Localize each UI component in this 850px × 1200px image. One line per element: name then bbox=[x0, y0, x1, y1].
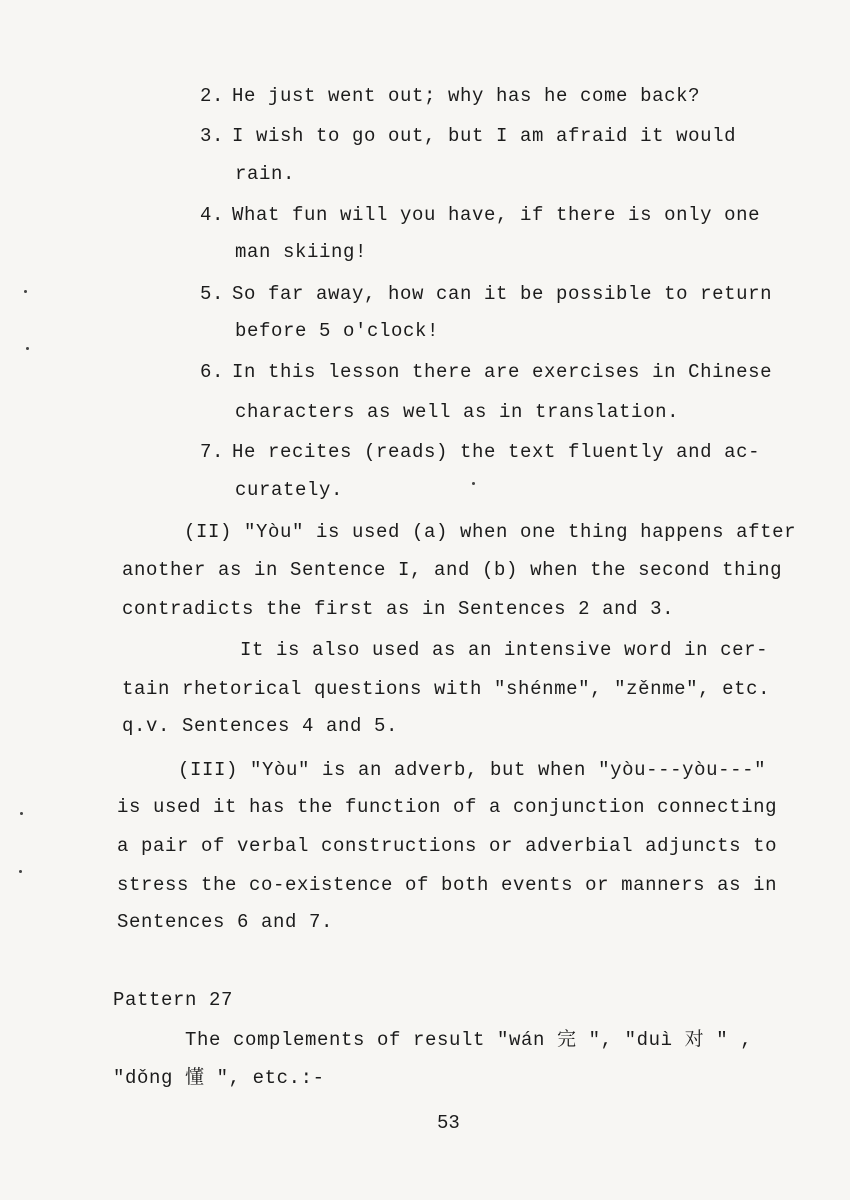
scan-speck bbox=[19, 870, 22, 873]
sentence-7-continuation: curately. bbox=[235, 479, 344, 501]
pattern-line-2: "dǒng 懂 ", etc.:- bbox=[113, 1067, 325, 1089]
sentence-number: 7. bbox=[200, 441, 225, 463]
note-iii-line-1: (III) "Yòu" is an adverb, but when "yòu---yòu---" bbox=[178, 759, 767, 781]
sentence-4 bbox=[200, 203, 760, 227]
sentence-text: So far away, how can it be possible to return bbox=[232, 283, 773, 305]
note-iii-line-3: a pair of verbal constructions or adverbial adjuncts to bbox=[117, 835, 778, 857]
sentence-text: What fun will you have, if there is only one bbox=[232, 204, 761, 226]
sentence-5-continuation: before 5 o'clock! bbox=[235, 320, 440, 342]
sentence-3 bbox=[200, 124, 736, 148]
sentence-3-continuation: rain. bbox=[235, 163, 296, 185]
sentence-text: In this lesson there are exercises in Chinese bbox=[232, 361, 773, 383]
note-ii-line-1: (II) "Yòu" is used (a) when one thing happens after bbox=[184, 521, 797, 543]
sentence-text: He just went out; why has he come back? bbox=[232, 85, 701, 107]
scan-speck bbox=[472, 482, 475, 485]
note-iii-line-2: is used it has the function of a conjunction connecting bbox=[117, 796, 778, 818]
sentence-text: I wish to go out, but I am afraid it would bbox=[232, 125, 737, 147]
note-ii-line-6: q.v. Sentences 4 and 5. bbox=[122, 715, 399, 737]
pattern-heading: Pattern 27 bbox=[113, 989, 234, 1011]
sentence-2 bbox=[200, 84, 700, 108]
sentence-5 bbox=[200, 282, 772, 306]
pattern-line-1: The complements of result "wán 完 ", "duì 对 " , bbox=[185, 1029, 753, 1051]
sentence-number: 4. bbox=[200, 204, 225, 226]
sentence-7 bbox=[200, 440, 760, 464]
sentence-6-continuation: characters as well as in translation. bbox=[235, 401, 680, 423]
sentence-number: 6. bbox=[200, 361, 225, 383]
sentence-text: He recites (reads) the text fluently and ac- bbox=[232, 441, 761, 463]
sentence-6 bbox=[200, 360, 772, 384]
sentence-number: 5. bbox=[200, 283, 225, 305]
page-number: 53 bbox=[437, 1112, 460, 1134]
note-ii-line-5: tain rhetorical questions with "shénme", "zěnme", etc. bbox=[122, 678, 771, 700]
sentence-number: 3. bbox=[200, 125, 225, 147]
scan-speck bbox=[26, 347, 29, 350]
note-ii-line-4: It is also used as an intensive word in cer- bbox=[240, 639, 769, 661]
note-iii-line-4: stress the co-existence of both events or manners as in bbox=[117, 874, 778, 896]
note-iii-line-5: Sentences 6 and 7. bbox=[117, 911, 334, 933]
note-ii-line-2: another as in Sentence I, and (b) when the second thing bbox=[122, 559, 783, 581]
note-ii-line-3: contradicts the first as in Sentences 2 and 3. bbox=[122, 598, 675, 620]
sentence-number: 2. bbox=[200, 85, 225, 107]
sentence-4-continuation: man skiing! bbox=[235, 241, 368, 263]
scan-speck bbox=[24, 290, 27, 293]
scan-speck bbox=[20, 812, 23, 815]
